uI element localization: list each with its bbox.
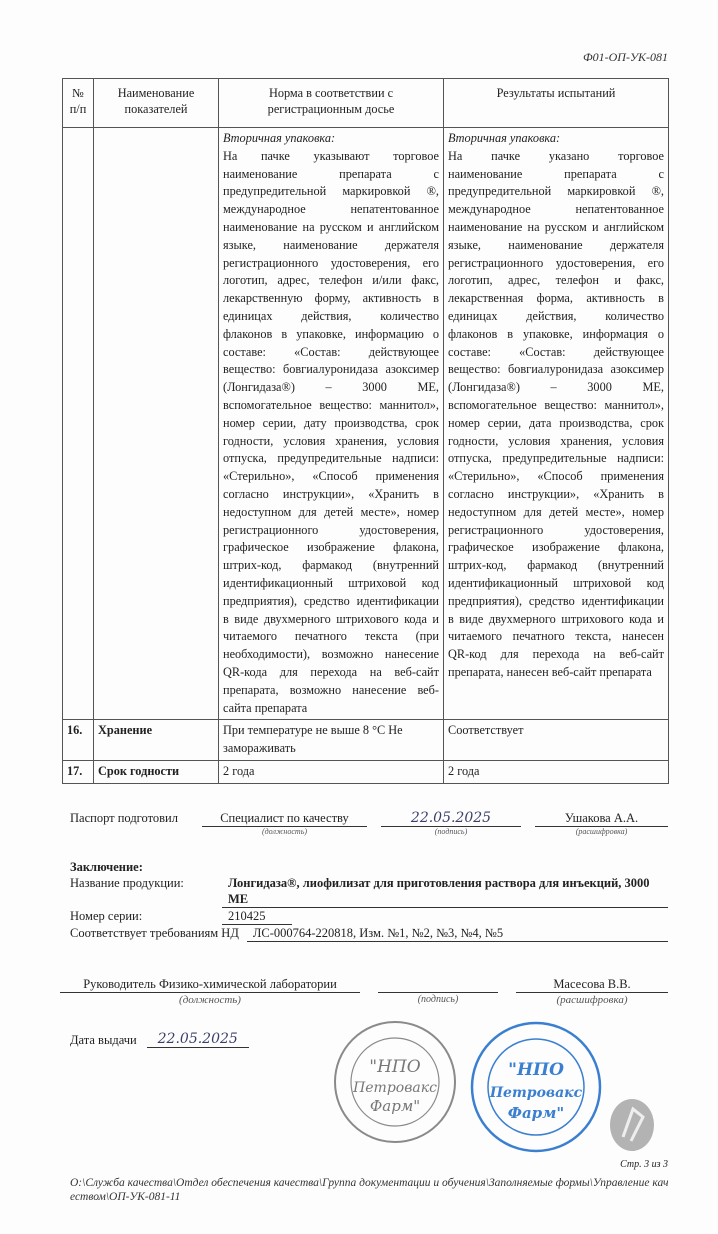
row-norm: 2 года: [219, 760, 444, 783]
gray-company-stamp: [330, 1017, 460, 1147]
prepared-by-section: [70, 810, 668, 837]
prepared-position: Специалист по качеству: [202, 810, 367, 827]
table-row: [63, 760, 669, 783]
head-position: Руководитель Физико-химической лаборатории: [60, 976, 360, 993]
svg-text:Петровакс: Петровакс: [489, 1084, 583, 1101]
svg-text:Фарм": Фарм": [369, 1096, 421, 1115]
row-result: 2 года: [444, 760, 669, 783]
row-num: 16.: [63, 720, 94, 761]
name-caption: (расшифровка): [575, 826, 628, 836]
svg-text:"НПО: "НПО: [369, 1056, 421, 1077]
footer-path: O:\Служба качества\Отдел обеспечения качества\Группа документации и обучения\Заполняемые формы\Управление качеством\ОП-УК-081-11: [70, 1176, 669, 1203]
position-caption: (должность): [261, 826, 308, 836]
product-value: Лонгидаза®, лиофилизат для приготовления раствора для инъекций, 3000 МЕ: [222, 875, 668, 908]
compliance-value: ЛС-000764-220818, Изм. №1, №2, №3, №4, №5: [247, 925, 668, 942]
issue-date: 22.05.2025: [147, 1031, 249, 1048]
row-name: Срок годности: [94, 760, 219, 783]
row-num: 17.: [63, 760, 94, 783]
prepared-signature-date: 22.05.2025: [381, 810, 521, 827]
table-row: [63, 720, 669, 761]
header-norm: Норма в соответствии с регистрационным досье: [219, 79, 444, 128]
norm-text: На пачке указывают торговое наименование препарата с предупредительной маркировкой ®, международное непатентованное наименование на русском и английском языке, наименование держателя регистрационного удостоверения, его логотип, адрес, телефон и/или факс, лекарственную форму, активность в единицах действия, количество флаконов в упаковке, информацию о составе: «Состав: действующее вещество: бовгиалуронидаза азоксимер (Лонгидаза®) – 3000 МЕ, вспомогательное вещество: маннитол», номер серии, дату производства, срок годности, условия хранения, условия отпуска, предупредительные надписи: «Стерильно», «Способ применения согласно инструкции», «Хранить в недоступном для детей месте», номер регистрационного удостоверения, графическое изображение флакона, штрих-код, фармакод (внутренний идентификационный штриховой код предприятия), средство идентификации в виде двухмерного штрихового кода и читаемого печатного текста (при необходимости), возможно нанесение QR-кода для перехода на веб-сайт препарата, возможно нанесение веб-сайта препарата: [223, 148, 439, 715]
test-results-table: [62, 78, 669, 784]
signature-caption: (подпись): [434, 826, 468, 836]
head-signature-caption: (подпись): [417, 993, 459, 1005]
header-num: № п/п: [63, 79, 94, 128]
row-num: [63, 128, 94, 720]
row-norm: При температуре не выше 8 °С Не замораживать: [219, 720, 444, 761]
batch-label: Номер серии:: [70, 908, 143, 923]
issue-and-stamps: [70, 1017, 668, 1157]
svg-text:Петровакс: Петровакс: [353, 1079, 437, 1096]
conclusion-title: Заключение:: [70, 859, 143, 874]
header-name: Наименование показателей: [94, 79, 219, 128]
row-result: Соответствует: [444, 720, 669, 761]
norm-heading: Вторичная упаковка:: [223, 131, 336, 145]
result-heading: Вторичная упаковка:: [448, 131, 561, 145]
row-name: [94, 128, 219, 720]
row-result: [444, 128, 669, 720]
issue-label: Дата выдачи: [70, 1032, 137, 1047]
svg-text:Фарм": Фарм": [507, 1103, 565, 1122]
head-name: Масесова В.В.: [516, 976, 668, 993]
head-name-caption: (расшифровка): [556, 993, 628, 1006]
result-text: На пачке указано торговое наименование препарата с предупредительной маркировкой ®, международное непатентованное наименование на русском и английском языке, наименование держателя регистрационного удостоверения, его логотип, адрес, телефон и факс, лекарственная форма, активность в единицах действия, количество флаконов в упаковке, информация о составе: «Состав: действующее вещество: бовгиалуронидаза азоксимер (Лонгидаза®) – 3000 МЕ, вспомогательное вещество: маннитол», номер серии, дата производства, срок годности, условия хранения, условия отпуска, предупредительные надписи: «Стерильно», «Способ применения согласно инструкции», «Хранить в недоступном для детей месте», номер регистрационного удостоверения, графическое изображение флакона, штрих-код, фармакод (внутренний идентификационный штриховой код предприятия), средство идентификации в виде двухмерного штрихового кода и читаемого печатного текста, нанесен QR-код для перехода на веб-сайт препарата, нанесен веб-сайт препарата: [448, 148, 664, 679]
head-of-lab-section: [60, 976, 668, 1007]
blue-company-stamp: [466, 1017, 606, 1157]
prepared-label: Паспорт подготовил: [70, 810, 178, 825]
svg-text:"НПО: "НПО: [508, 1059, 564, 1080]
head-position-caption: (должность): [179, 993, 241, 1006]
table-row: [63, 128, 669, 720]
row-name: Хранение: [94, 720, 219, 761]
row-norm: [219, 128, 444, 720]
form-code: Ф01-ОП-УК-081: [582, 50, 668, 64]
compliance-label: Соответствует требованиям НД: [70, 925, 239, 940]
conclusion-section: [70, 859, 668, 942]
header-results: Результаты испытаний: [444, 79, 669, 128]
table-header-row: [63, 79, 669, 128]
batch-value: 210425: [222, 908, 292, 925]
prepared-name: Ушакова А.А.: [535, 810, 668, 827]
product-label: Название продукции:: [70, 875, 184, 890]
logo-seal-stamp: [608, 1097, 656, 1153]
page-number: Стр. 3 из 3: [620, 1158, 668, 1170]
